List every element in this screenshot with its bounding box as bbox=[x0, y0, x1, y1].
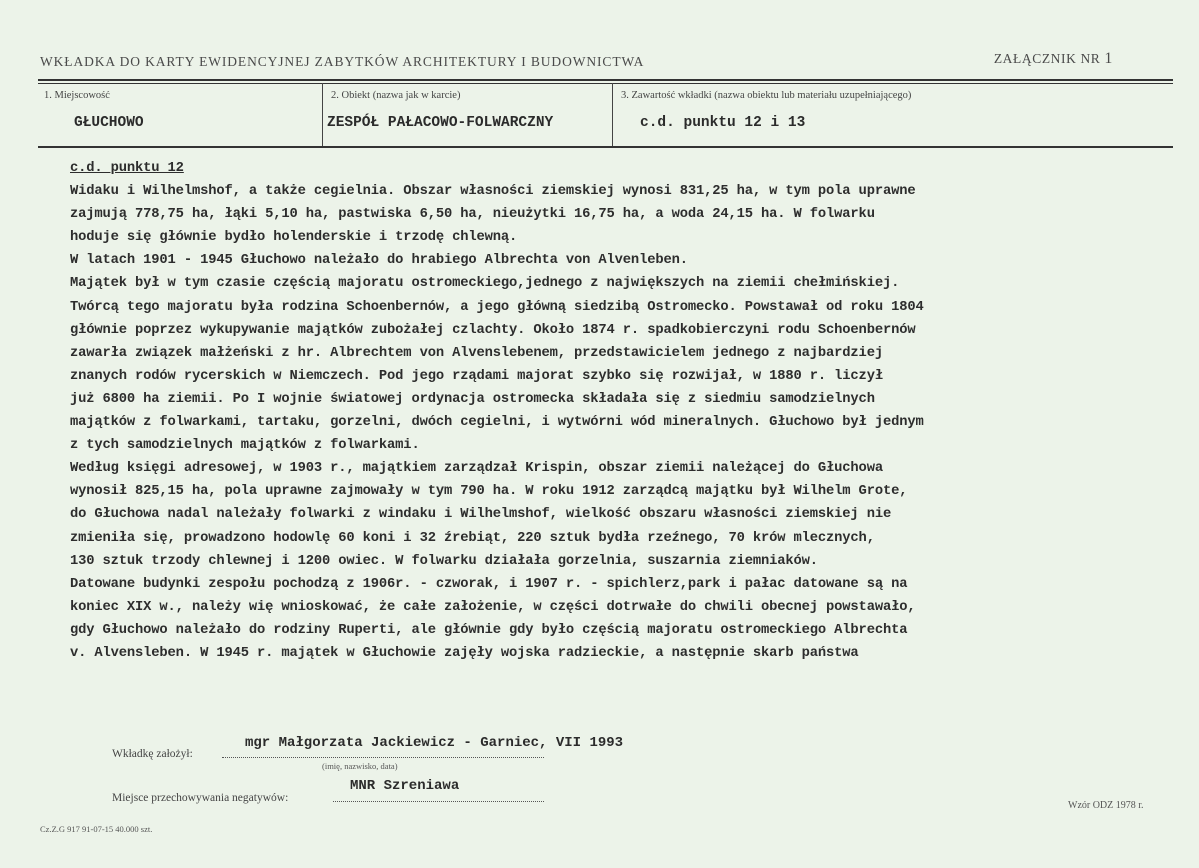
attachment-number-value: 1 bbox=[1104, 50, 1113, 67]
body-line: zawarła związek małżeński z hr. Albrechtem von Alvenslebenem, przedstawicielem jednego z najbardziej bbox=[70, 345, 883, 361]
created-by-dotline bbox=[222, 757, 544, 758]
body-line: wynosił 825,15 ha, pola uprawne zajmowały w tym 790 ha. W roku 1912 zarządcą majątku był Wilhelm Grote, bbox=[70, 484, 908, 500]
body-line: głównie poprzez wykupywanie majątków zubożałej czlachty. Około 1874 r. spadkobierczyni rodu Schoenbernów bbox=[70, 322, 916, 338]
field-divider-1 bbox=[322, 83, 323, 146]
content-value: c.d. punktu 12 i 13 bbox=[640, 115, 806, 131]
body-line: zajmują 778,75 ha, łąki 5,10 ha, pastwiska 6,50 ha, nieużytki 16,75 ha, a woda 24,15 ha. W folwarku bbox=[70, 207, 875, 223]
form-title: WKŁADKA DO KARTY EWIDENCYJNEJ ZABYTKÓW ARCHITEKTURY I BUDOWNICTWA bbox=[40, 54, 645, 69]
section-heading: c.d. punktu 12 bbox=[70, 161, 184, 176]
body-line: zmieniła się, prowadzono hodowlę 60 koni i 32 źrebiąt, 220 sztuk bydła rzeźnego, 70 krów mlecznych, bbox=[70, 530, 875, 546]
body-line: gdy Głuchowo należało do rodziny Ruperti, ale głównie gdy było częścią majoratu ostromeckiego Albrechta bbox=[70, 622, 908, 638]
form-print-code: Cz.Z.G 917 91-07-15 40.000 szt. bbox=[40, 824, 153, 834]
body-line: 130 sztuk trzody chlewnej i 1200 owiec. W folwarku działała gorzelnia, suszarnia ziemniaków. bbox=[70, 553, 818, 569]
created-by-value: mgr Małgorzata Jackiewicz - Garniec, VII 1993 bbox=[245, 735, 624, 751]
object-value: ZESPÓŁ PAŁACOWO-FOLWARCZNY bbox=[327, 115, 554, 131]
form-pattern-note: Wzór ODZ 1978 r. bbox=[1068, 800, 1144, 811]
body-line: Datowane budynki zespołu pochodzą z 1906r. - czworak, i 1907 r. - spichlerz,park i pałac datowane są na bbox=[70, 576, 908, 592]
body-line: do Głuchowa nadal należały folwarki z windaku i Wilhelmshof, wielkość obszaru własności ziemskiej nie bbox=[70, 507, 892, 523]
document-body bbox=[70, 157, 1165, 665]
attachment-label: ZAŁĄCZNIK NR bbox=[993, 51, 1101, 66]
body-line: Majątek był w tym czasie częścią majoratu ostromeckiego,jednego z największych na ziemii chełmińskiej. bbox=[70, 276, 900, 292]
content-label: 3. Zawartość wkładki (nazwa obiektu lub materiału uzupełniającego) bbox=[621, 90, 912, 101]
body-line: hoduje się głównie bydło holenderskie i trzodę chlewną. bbox=[70, 230, 518, 246]
created-by-hint: (imię, nazwisko, data) bbox=[322, 761, 398, 771]
body-line: koniec XIX w., należy wię wnioskować, że całe założenie, w części dotrwałe do chwili obecnej powstawało, bbox=[70, 599, 916, 615]
body-line: Według księgi adresowej, w 1903 r., majątkiem zarządzał Krispin, obszar ziemii należącej do Głuchowa bbox=[70, 461, 883, 477]
body-line: z tych samodzielnych majątków z folwarkami. bbox=[70, 438, 420, 454]
body-line: W latach 1901 - 1945 Głuchowo należało do hrabiego Albrechta von Alvenleben. bbox=[70, 253, 688, 269]
body-line: v. Alvensleben. W 1945 r. majątek w Głuchowie zajęły wojska radzieckie, a następnie skarb państwa bbox=[70, 645, 859, 661]
body-line: znanych rodów rycerskich w Niemczech. Pod jego rządami majorat szybko się rozwijał, w 1880 r. liczył bbox=[70, 368, 883, 384]
body-line: Widaku i Wilhelmshof, a także cegielnia. Obszar własności ziemskiej wynosi 831,25 ha, w tym pola uprawne bbox=[70, 184, 916, 200]
top-rule bbox=[38, 79, 1173, 81]
attachment-number bbox=[994, 50, 1113, 68]
body-line: już 6800 ha ziemii. Po I wojnie światowej ordynacja ostromecka składała się z siedmiu samodzielnych bbox=[70, 391, 875, 407]
negatives-dotline bbox=[333, 801, 544, 802]
locality-value: GŁUCHOWO bbox=[74, 115, 144, 131]
field-divider-2 bbox=[612, 83, 613, 146]
object-label: 2. Obiekt (nazwa jak w karcie) bbox=[331, 90, 461, 101]
body-line: majątków z folwarkami, tartaku, gorzelni, dwóch cegielni, i wytwórni wód mineralnych. Głuchowo był jednym bbox=[70, 415, 924, 431]
created-by-label: Wkładkę założył: bbox=[112, 748, 193, 760]
body-line: Twórcą tego majoratu była rodzina Schoenbernów, a jego główną siedzibą Ostromecko. Powstawał od roku 1804 bbox=[70, 299, 924, 315]
top-rule-thin bbox=[38, 83, 1173, 84]
locality-label: 1. Miejscowość bbox=[44, 90, 110, 101]
negatives-value: MNR Szreniawa bbox=[350, 778, 460, 794]
negatives-label: Miejsce przechowywania negatywów: bbox=[112, 792, 289, 804]
fields-bottom-rule bbox=[38, 146, 1173, 148]
